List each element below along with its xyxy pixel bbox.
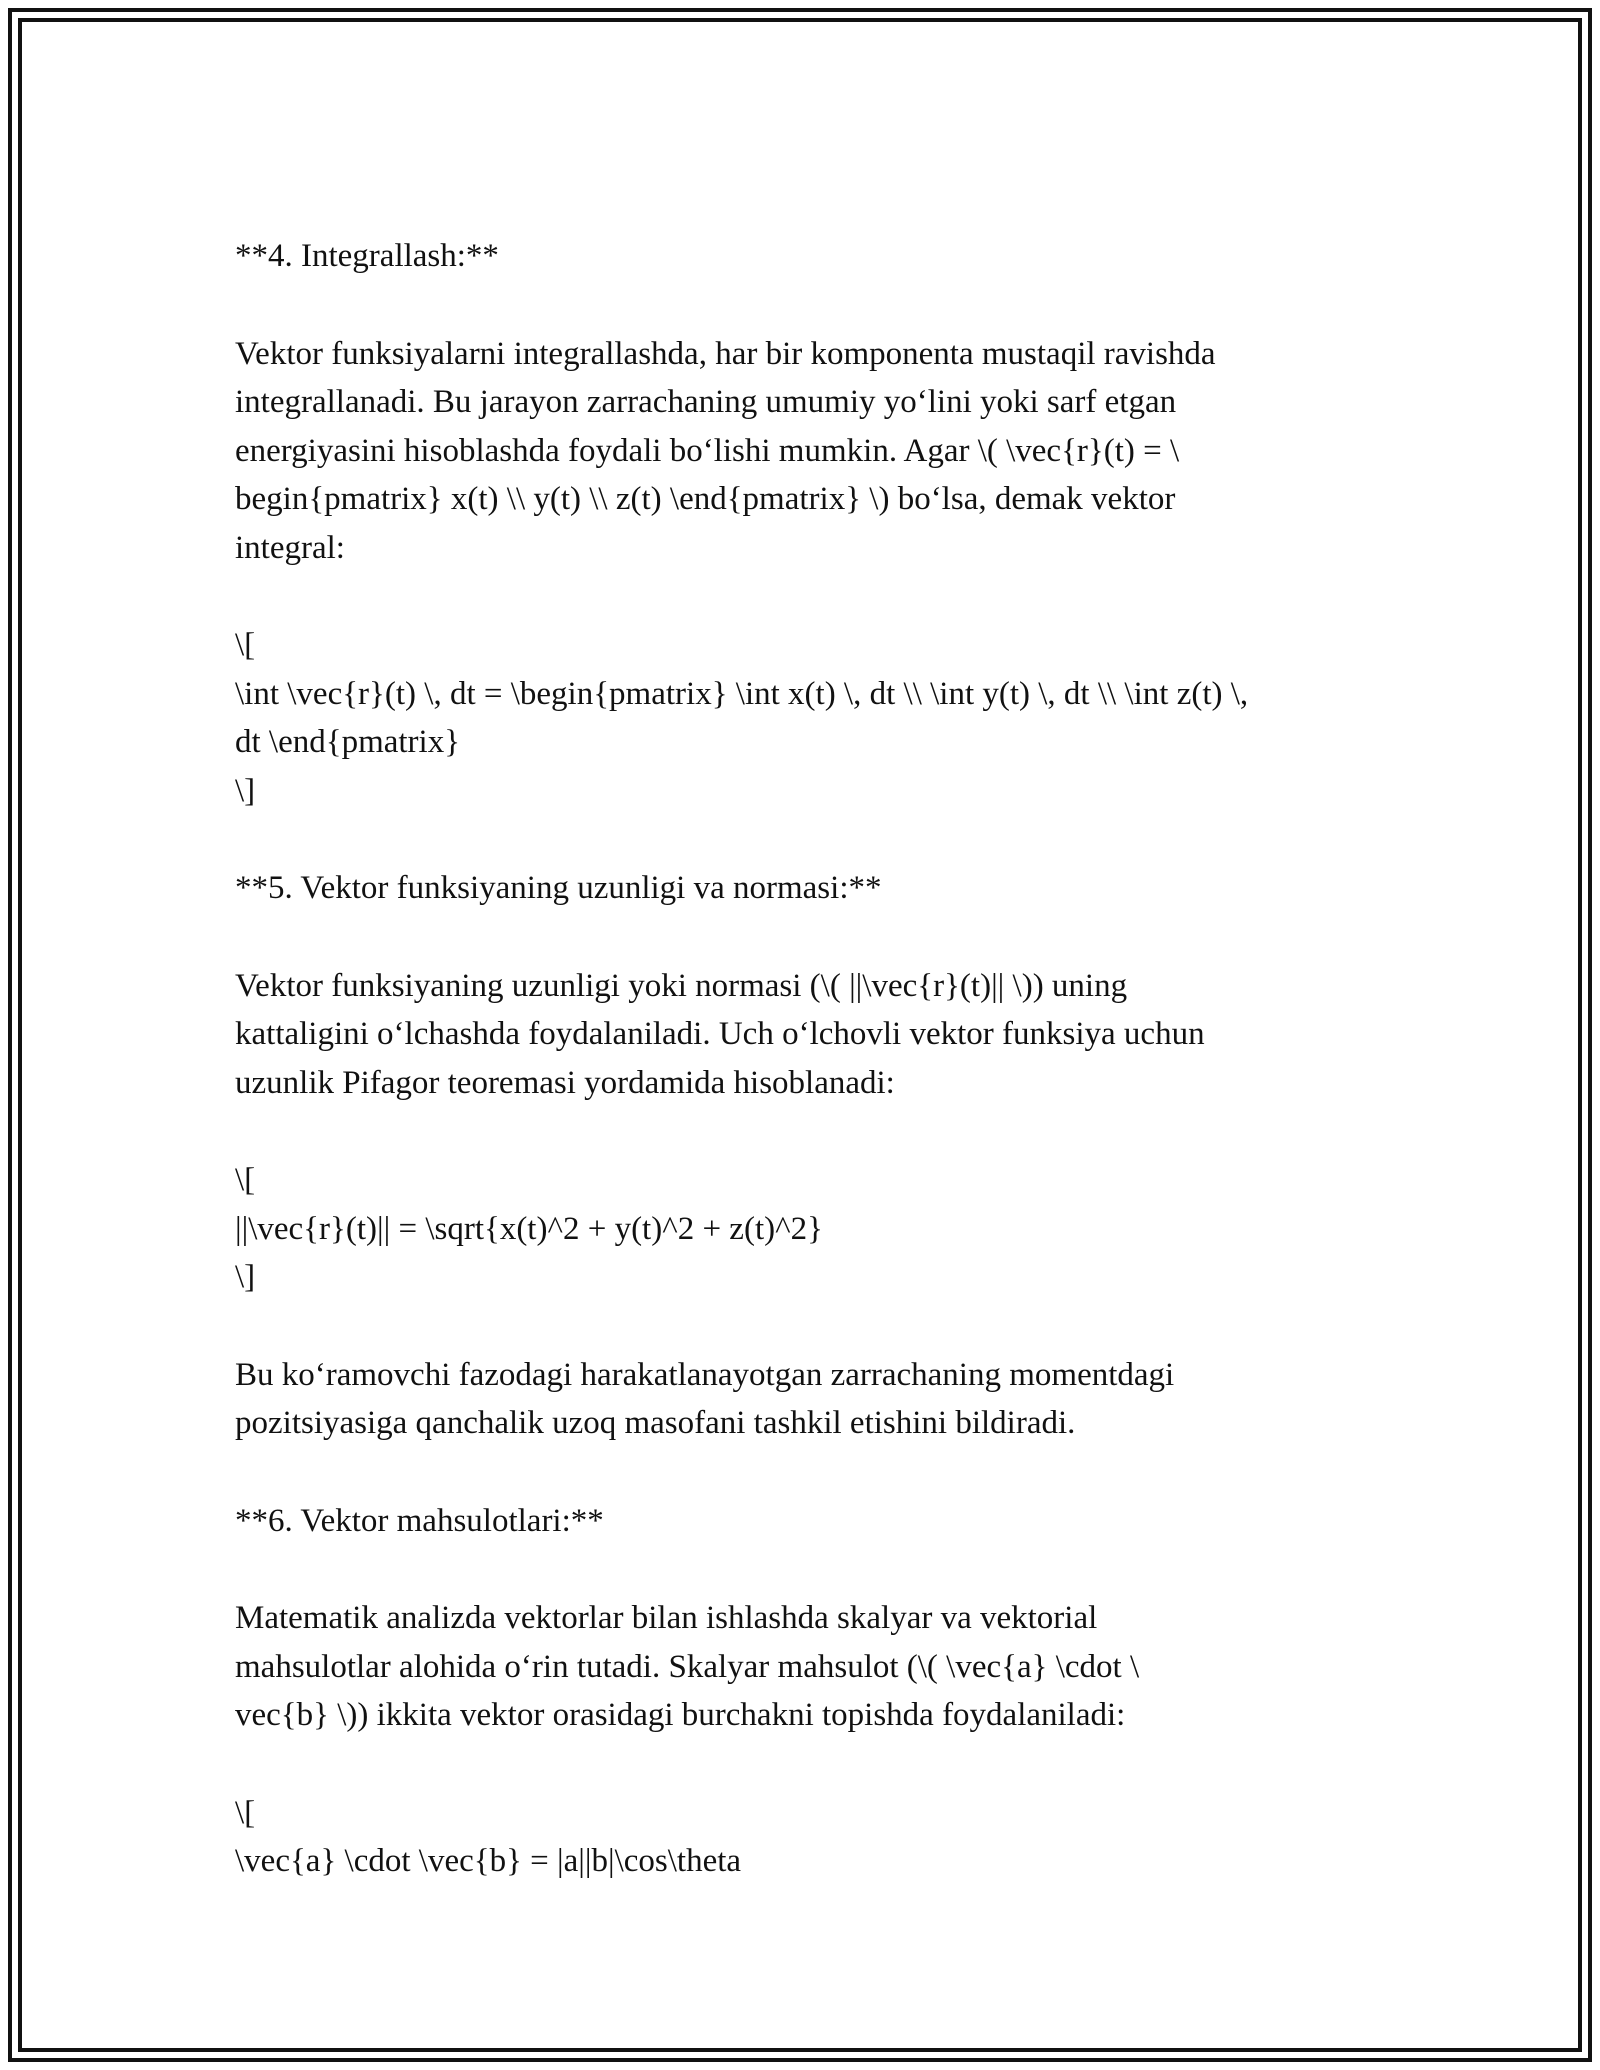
section-heading-integrallash: **4. Integrallash:**: [235, 238, 499, 274]
paragraph-norm-meaning: Bu ko‘ramovchi fazodagi harakatlanayotgan zarrachaning momentdagi pozitsiyasiga qanchalik uzoq masofani tashkil etishini bildiradi.: [235, 1356, 1175, 1441]
equation-vector-integral: \[ \int \vec{r}(t) \, dt = \begin{pmatrix} \int x(t) \, dt \\ \int y(t) \, dt \\ \int z(t) \, dt \end{pmatrix} \]: [235, 627, 1249, 809]
document-body: [235, 232, 1395, 1886]
paragraph-integration-intro: Vektor funksiyalarni integrallashda, har bir komponenta mustaqil ravishda integrallanadi. Bu jarayon zarrachaning umumiy yo‘lini yoki sarf etgan energiyasini hisoblashda foydali bo‘lishi mumkin. Agar \( \vec{r}(t) = \ begin{pmatrix} x(t) \\ y(t) \\ z(t) \end{pmatrix} \) bo‘lsa, demak vektor integral:: [235, 335, 1216, 566]
section-heading-norm: **5. Vektor funksiyaning uzunligi va normasi:**: [235, 870, 882, 906]
equation-dot-product: \[ \vec{a} \cdot \vec{b} = |a||b|\cos\theta: [235, 1794, 742, 1879]
paragraph-norm-intro: Vektor funksiyaning uzunligi yoki normasi (\( ||\vec{r}(t)|| \)) uning kattaligini o‘lchashda foydalaniladi. Uch o‘lchovli vektor funksiya uchun uzunlik Pifagor teoremasi yordamida hisoblanadi:: [235, 967, 1205, 1101]
equation-vector-norm: \[ ||\vec{r}(t)|| = \sqrt{x(t)^2 + y(t)^2 + z(t)^2} \]: [235, 1162, 823, 1295]
paragraph-products-intro: Matematik analizda vektorlar bilan ishlashda skalyar va vektorial mahsulotlar alohida o‘rin tutadi. Skalyar mahsulot (\( \vec{a} \cdot \ vec{b} \)) ikkita vektor orasidagi burchakni topishda foydalaniladi:: [235, 1600, 1140, 1733]
section-heading-products: **6. Vektor mahsulotlari:**: [235, 1502, 604, 1539]
